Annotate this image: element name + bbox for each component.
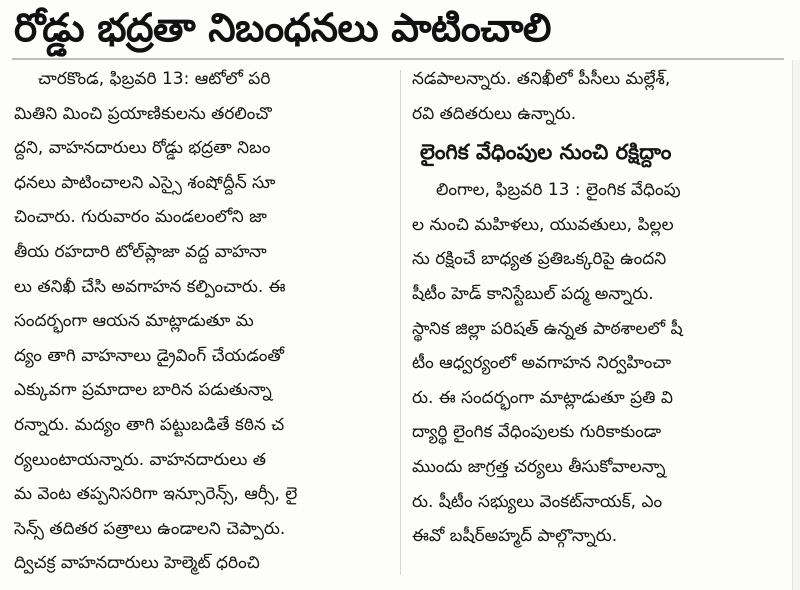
sub-headline: లైంగిక వేధింపుల నుంచి రక్షిద్దాం [420,140,672,165]
page-edge-strip [792,60,800,590]
article-line: టీం ఆధ్వర్యంలో అవగాహన నిర్వహించా [412,353,672,374]
article-line: లింగాల, ఫిబ్రవరి 13 : లైంగిక వేధింపు [436,180,681,201]
column-divider [400,70,401,575]
article-line: ద్విచక్ర వాహనదారులు హెల్మెట్ ధరించి [14,553,260,574]
article-line: మ వెంట తప్పనిసరిగా ఇన్సూరెన్స్, ఆర్సీ, లై [14,484,298,505]
left-article-column [14,62,392,581]
article-line: రన్నారు. మద్యం తాగి పట్టుబడితే కఠిన చ [14,414,285,435]
headline: రోడ్డు భద్రతా నిబంధనలు పాటించాలి [14,6,551,51]
article-line: రు. షీటీం సభ్యులు వెంకట్‌నాయక్, ఎం [412,491,663,512]
article-line: చారకొండ, ఫిబ్రవరి 13: ఆటోలో పరి [38,69,271,89]
article-line: రు. ఈ సందర్భంగా మాట్లాడుతూ ప్రతి వి [412,387,673,408]
article-line: లు తనిఖీ చేసి అవగాహన కల్పించారు. ఈ [14,276,286,297]
article-line: ద్యం తాగి వాహనాలు డ్రైవింగ్ చేయడంతో [14,345,284,366]
article-line: ర్యలుంటాయన్నారు. వాహనదారులు త [14,449,266,470]
article-line: సందర్భంగా ఆయన మాట్లాడుతూ మ [14,311,254,332]
article-line: ను రక్షించే బాధ్యత ప్రతిఒక్కరిపై ఉందని [412,249,667,270]
article-line: తీయ రహదారి టోల్‌ప్లాజా వద్ద వాహనా [14,241,267,262]
article-line: ఎక్కువగా ప్రమాదాల బారిన పడుతున్నా [14,380,272,401]
right-article-column [412,62,782,554]
article-line: ద్యార్థి లైంగిక వేధింపులకు గురికాకుండా [412,422,662,443]
article-line: ల నుంచి మహిళలు, యువతులు, పిల్లల [412,214,674,235]
article-line: స్థానిక జిల్లా పరిషత్ ఉన్నత పాఠశాలలో షీ [412,318,683,339]
headline-rule [12,58,784,60]
article-line: మితిని మించి ప్రయాణికులను తరలించొ [14,103,272,124]
article-line: షీటీం హెడ్ కానిస్టేబుల్ పద్మ అన్నారు. [412,283,654,304]
article-line: రవి తదితరులు ఉన్నారు. [412,103,577,124]
article-line: నడపాలన్నారు. తనిఖీలో పీసీలు మల్లేశ్, [412,69,671,89]
article-line: చించారు. గురువారం మండలంలోని జా [14,207,267,228]
article-line: సెన్స్ తదితర పత్రాలు ఉండాలని చెప్పారు. [14,518,286,539]
article-line: ముందు జాగ్రత్త చర్యలు తీసుకోవాలన్నా [412,456,666,477]
article-line: ఈవో బషీర్అహ్మద్ పాల్గొన్నారు. [412,526,618,547]
article-line: ద్దని, వాహనదారులు రోడ్డు భద్రతా నిబం [14,138,271,159]
article-line: ధనలు పాటించాలని ఎస్సై శంషోద్దీన్ సూ [14,172,276,193]
